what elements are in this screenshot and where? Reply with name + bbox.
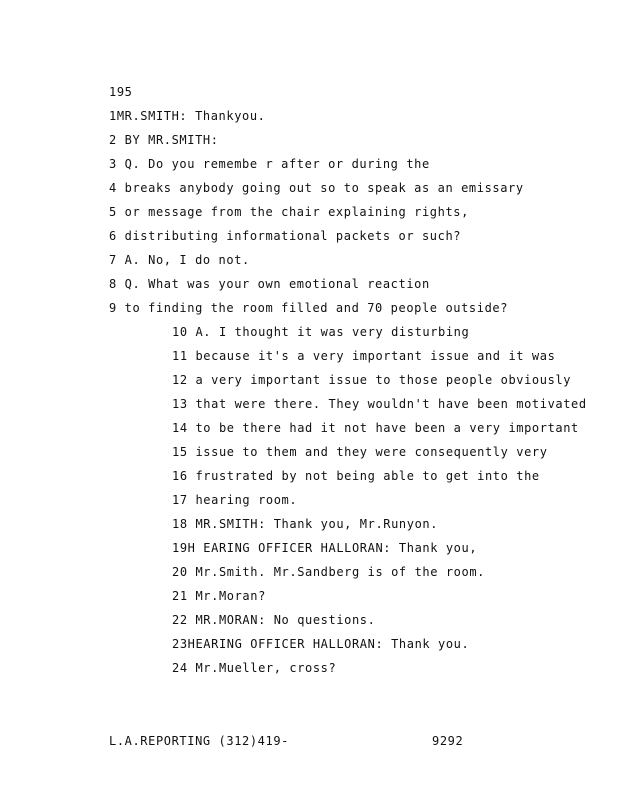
- transcript-line-9: 9 to finding the room filled and 70 people outside?: [109, 301, 509, 315]
- transcript-line-12: 12 a very important issue to those people obviously: [172, 373, 572, 387]
- transcript-line-7: 7 A. No, I do not.: [109, 253, 250, 267]
- transcript-line-15: 15 issue to them and they were consequently very: [172, 445, 548, 459]
- transcript-line-6: 6 distributing informational packets or such?: [109, 229, 462, 243]
- transcript-line-5: 5 or message from the chair explaining rights,: [109, 205, 469, 219]
- transcript-line-4: 4 breaks anybody going out so to speak as an emissary: [109, 181, 524, 195]
- page-number: 195: [109, 85, 133, 99]
- transcript-line-11: 11 because it's a very important issue and it was: [172, 349, 556, 363]
- transcript-line-18: 18 MR.SMITH: Thank you, Mr.Runyon.: [172, 517, 439, 531]
- transcript-line-22: 22 MR.MORAN: No questions.: [172, 613, 376, 627]
- transcript-line-14: 14 to be there had it not have been a very important: [172, 421, 579, 435]
- footer-reporter: L.A.REPORTING (312)419-: [109, 734, 289, 748]
- transcript-line-16: 16 frustrated by not being able to get into the: [172, 469, 540, 483]
- transcript-line-21: 21 Mr.Moran?: [172, 589, 266, 603]
- transcript-line-23: 23HEARING OFFICER HALLORAN: Thank you.: [172, 637, 470, 651]
- transcript-line-19: 19H EARING OFFICER HALLORAN: Thank you,: [172, 541, 478, 555]
- footer-phone-suffix: 9292: [432, 734, 464, 748]
- transcript-line-17: 17 hearing room.: [172, 493, 298, 507]
- transcript-line-20: 20 Mr.Smith. Mr.Sandberg is of the room.: [172, 565, 485, 579]
- transcript-line-1: 1MR.SMITH: Thankyou.: [109, 109, 266, 123]
- transcript-line-8: 8 Q. What was your own emotional reaction: [109, 277, 430, 291]
- transcript-line-2: 2 BY MR.SMITH:: [109, 133, 219, 147]
- transcript-line-13: 13 that were there. They wouldn't have been motivated: [172, 397, 587, 411]
- transcript-line-10: 10 A. I thought it was very disturbing: [172, 325, 470, 339]
- transcript-line-3: 3 Q. Do you remembe r after or during the: [109, 157, 430, 171]
- transcript-line-24: 24 Mr.Mueller, cross?: [172, 661, 337, 675]
